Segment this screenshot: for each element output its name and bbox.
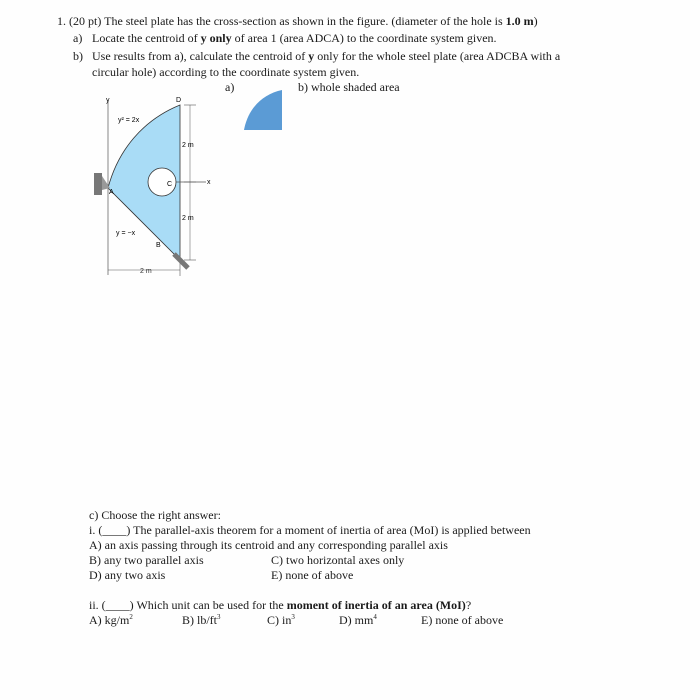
part-b-text-2: circular hole) according to the coordinate system given. bbox=[92, 65, 360, 79]
unit-option-b: B) $lb/ft^3$ bbox=[182, 613, 221, 627]
area-1-fill bbox=[244, 90, 282, 130]
unit-option-e: E) none of above bbox=[421, 613, 504, 627]
label-x: x bbox=[207, 179, 211, 186]
option-a: A) an axis passing through its centroid and any corresponding parallel axis bbox=[89, 538, 448, 552]
problem-header: 1. (20 pt) The steel plate has the cross-section as shown in the figure. (diameter of the hole is 1.0 m) bbox=[57, 14, 538, 28]
unit-option-d: D) $mm^4$ bbox=[339, 613, 377, 627]
option-e: E) none of above bbox=[271, 568, 354, 582]
area-1-shape bbox=[243, 88, 285, 132]
unit-option-a: A) $kg/m^2$ bbox=[89, 613, 133, 627]
answer-blank-1[interactable]: ____ bbox=[102, 523, 127, 537]
support-b bbox=[174, 254, 188, 268]
figure-b-label: b) whole shaded area bbox=[298, 80, 400, 94]
part-a-label: a) bbox=[73, 31, 83, 45]
question-2: ii. (____) Which unit can be used for the moment of inertia of an area (MoI)? bbox=[89, 598, 472, 612]
label-line-eq: y = −x bbox=[116, 230, 136, 237]
label-a: A bbox=[109, 189, 114, 196]
question-1: i. (____) The parallel-axis theorem for a moment of inertia of area (MoI) is applied between bbox=[89, 523, 531, 537]
label-curve: y² = 2x bbox=[118, 117, 140, 124]
support-a bbox=[94, 173, 102, 195]
part-b-label: b) bbox=[73, 49, 83, 63]
part-a-text: Locate the centroid of y only of area 1 (area ADCA) to the coordinate system given. bbox=[92, 31, 497, 45]
label-d: D bbox=[176, 97, 182, 104]
plate-figure bbox=[88, 90, 218, 280]
unit-option-c: C) $in^3$ bbox=[267, 613, 295, 627]
label-2m-bottom: 2 m bbox=[182, 215, 194, 222]
label-y: y bbox=[106, 97, 110, 104]
label-2m-horizontal: 2 m bbox=[140, 268, 152, 275]
label-b: B bbox=[156, 242, 161, 249]
option-c: C) two horizontal axes only bbox=[271, 553, 405, 567]
part-b-text-1: Use results from a), calculate the centroid of y only for the whole steel plate (area ADCBA with a bbox=[92, 49, 561, 63]
option-b: B) any two parallel axis bbox=[89, 553, 204, 567]
option-d: D) any two axis bbox=[89, 568, 166, 582]
figure-a-label: a) bbox=[225, 80, 235, 94]
part-c-heading: c) Choose the right answer: bbox=[89, 508, 221, 522]
label-2m-top: 2 m bbox=[182, 142, 194, 149]
answer-blank-2[interactable]: ____ bbox=[105, 598, 130, 612]
label-c: C bbox=[167, 181, 173, 188]
